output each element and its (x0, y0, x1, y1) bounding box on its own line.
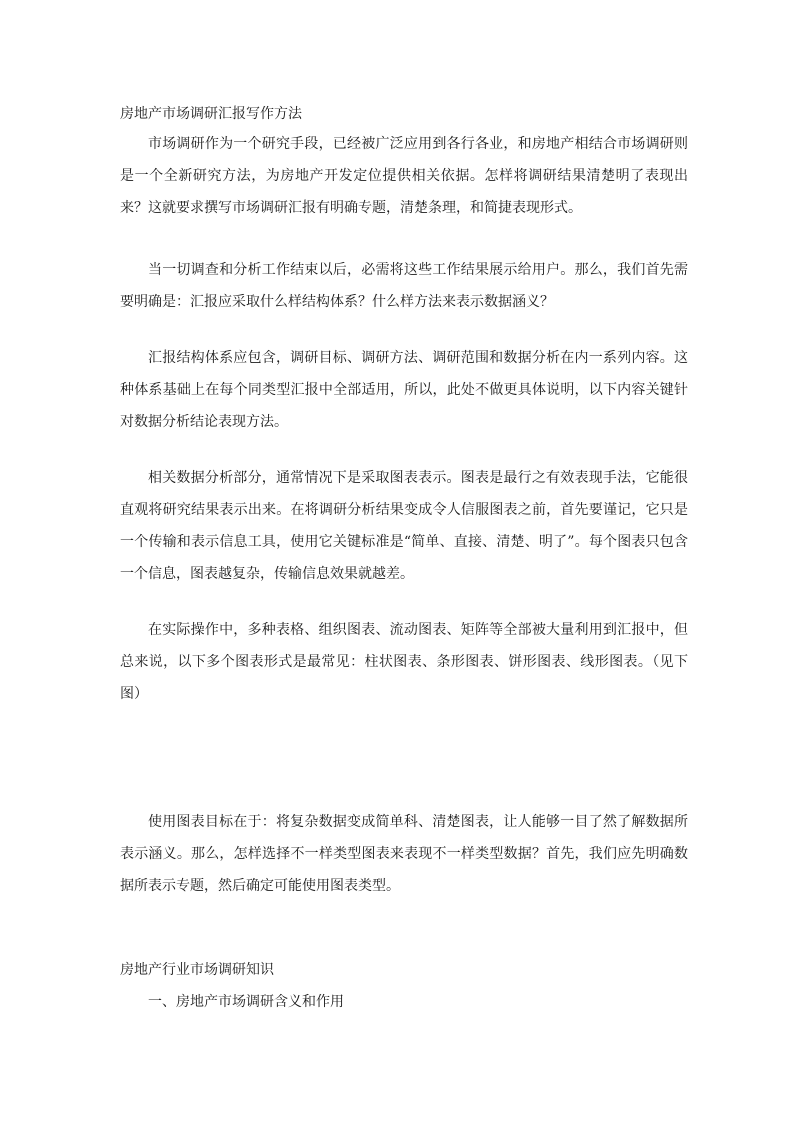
document-title: 房地产市场调研汇报写作方法 (120, 106, 302, 122)
paragraph-data-analysis: 相关数据分析部分，通常情况下是采取图表表示。图表是最行之有效表现手法，它能很直观将研究结果表示出来。在将调研分析结果变成令人信服图表之前，首先要谨记，它只是一个传输和表示信息工具，使用它关键标准是“简单、直接、清楚、明了”。每个图表只包含一个信息，图表越复杂，传输信息效果就越差。 (120, 470, 688, 582)
section-title: 房地产行业市场调研知识 (120, 962, 274, 978)
paragraph-report-structure-question: 当一切调查和分析工作结束以后，必需将这些工作结果展示给用户。那么，我们首先需要明确是：汇报应采取什么样结构体系？什么样方法来表示数据涵义？ (120, 262, 688, 310)
paragraph-chart-purpose: 使用图表目标在于：将复杂数据变成简单科、清楚图表，让人能够一目了然了解数据所表示涵义。那么，怎样选择不一样类型图表来表现不一样类型数据？首先，我们应先明确数据所表示专题，然后确定可能使用图表类型。 (120, 814, 688, 894)
paragraph-report-structure: 汇报结构体系应包含，调研目标、调研方法、调研范围和数据分析在内一系列内容。这种体系基础上在每个同类型汇报中全部适用，所以，此处不做更具体说明，以下内容关键针对数据分析结论表现方法。 (120, 350, 688, 430)
paragraph-chart-types: 在实际操作中，多种表格、组织图表、流动图表、矩阵等全部被大量利用到汇报中，但总来说，以下多个图表形式是最常见：柱状图表、条形图表、饼形图表、线形图表。（见下图） (120, 622, 688, 702)
paragraph-intro: 市场调研作为一个研究手段，已经被广泛应用到各行各业，和房地产相结合市场调研则是一个全新研究方法，为房地产开发定位提供相关依据。怎样将调研结果清楚明了表现出来？这就要求撰写市场调研汇报有明确专题，清楚条理，和简捷表现形式。 (120, 136, 688, 216)
subsection-title: 一、房地产市场调研含义和作用 (148, 994, 344, 1010)
